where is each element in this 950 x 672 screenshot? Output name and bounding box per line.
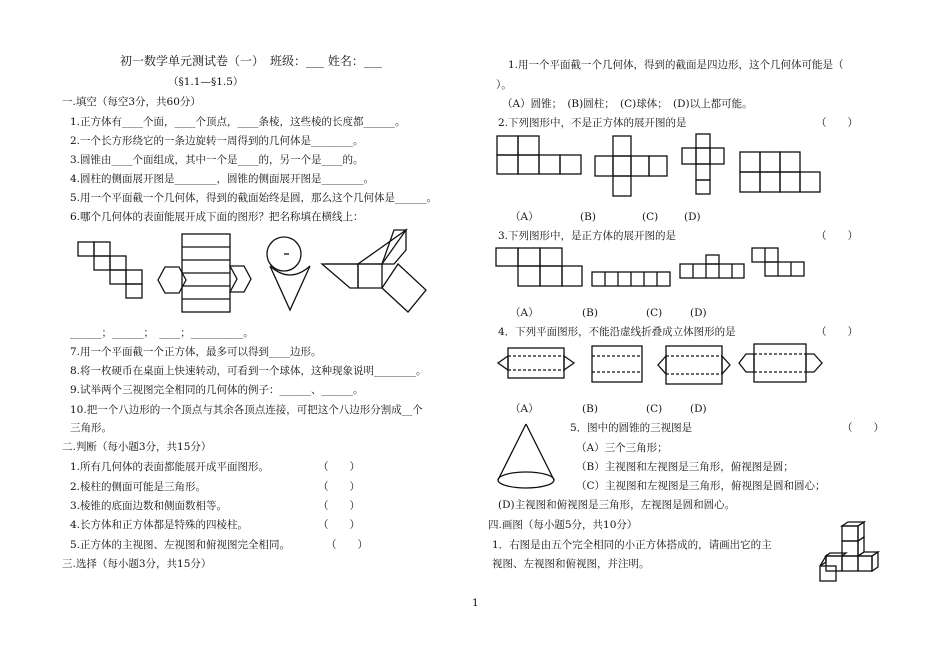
fill-q10-line1: 10.把一个八边形的一个顶点与其余各顶点连接，可把这个八边形分割成__个 xyxy=(70,404,423,416)
q2-label-a: （A） xyxy=(510,211,539,223)
q6-net-figure-1 xyxy=(76,238,148,302)
judge-q2: 2.棱柱的侧面可能是三角形。 xyxy=(70,481,207,493)
q3-label-a: （A） xyxy=(510,307,539,319)
q2-net-c xyxy=(680,132,730,198)
fill-q3: 3.圆锥由____个面组成，其中一个是____的，另一个是____的。 xyxy=(70,154,364,166)
choice-q3-paren: （ ） xyxy=(816,230,858,242)
q2-net-d xyxy=(738,150,824,196)
q6-cone-net xyxy=(262,234,318,314)
q3-label-b: (B) xyxy=(582,307,598,319)
judge-q5: 5.正方体的主视图、左视图和俯视图完全相同。 xyxy=(70,539,291,551)
choice-q5-paren: （ ） xyxy=(842,422,884,434)
draw-q1-line1: 1．右图是由五个完全相同的小正方体搭成的，请画出它的主 xyxy=(492,539,772,551)
fill-q8: 8.将一枚硬币在桌面上快速转动，可看到一个球体，这种现象说明________。 xyxy=(70,365,427,377)
fill-q7: 7.用一个平面截一个正方体，最多可以得到____边形。 xyxy=(70,346,322,358)
section3-heading: 三.选择（每小题3分，共15分） xyxy=(62,558,212,570)
q3-net-a xyxy=(494,246,586,290)
choice-q1-line1: 1.用一个平面截一个几何体，得到的截面是四边形，这个几何体可能是（ xyxy=(508,59,844,71)
fill-q4: 4.圆柱的侧面展开图是________，圆锥的侧面展开图是________。 xyxy=(70,173,375,185)
choice-q5: 5．图中的圆锥的三视图是 xyxy=(570,422,693,434)
choice-q2: 2.下列图形中，不是正方体的展开图的是 xyxy=(498,117,687,129)
fill-q10-line2: 三角形。 xyxy=(70,422,112,434)
fill-q6: 6.哪个几何体的表面能展开成下面的图形？把名称填在横线上： xyxy=(70,211,364,223)
q6-hexagonal-prism-net xyxy=(158,230,256,316)
q3-net-d xyxy=(750,246,806,280)
judge-q4: 4.长方体和正方体都是特殊的四棱柱。 xyxy=(70,519,249,531)
section2-heading: 二.判断（每小题3分，共15分） xyxy=(62,441,212,453)
q4-net-b xyxy=(588,340,648,390)
q2-label-c: (C) xyxy=(642,211,659,223)
q2-label-b: (B) xyxy=(580,211,596,223)
choice-q1-line2: ）。 xyxy=(496,79,512,91)
q2-label-d: (D) xyxy=(684,211,701,223)
judge-q2-paren: （ ） xyxy=(318,481,360,493)
q4-label-a: （A） xyxy=(510,403,539,415)
draw-q1-line2: 视图、左视图和俯视图，并注明。 xyxy=(492,558,650,570)
q2-net-b xyxy=(593,134,673,202)
q5-option-a: （A）三个三角形； xyxy=(576,442,668,454)
judge-q1: 1.所有几何体的表面都能展开成平面图形。 xyxy=(70,461,270,473)
exam-title: 初一数学单元测试卷（一） 班级：___ 姓名：___ xyxy=(120,54,382,68)
judge-q5-paren: （ ） xyxy=(326,539,368,551)
q4-label-c: (C) xyxy=(646,403,663,415)
choice-q4: 4．下列平面图形，不能沿虚线折叠成立体图形的是 xyxy=(498,326,736,338)
page-number: 1 xyxy=(472,597,479,609)
judge-q1-paren: （ ） xyxy=(318,461,360,473)
choice-q1-options: （A）圆锥； (B)圆柱； (C)球体； (D)以上都可能。 xyxy=(502,98,753,110)
judge-q3-paren: （ ） xyxy=(318,500,360,512)
q3-label-d: (D) xyxy=(690,307,707,319)
section1-heading: 一.填空（每空3分，共60分） xyxy=(62,96,201,108)
q4-net-a xyxy=(496,344,576,386)
q3-net-b xyxy=(590,270,672,290)
q3-net-c xyxy=(678,254,746,284)
q4-net-c xyxy=(656,338,732,392)
q6-prism-net xyxy=(322,228,436,314)
judge-q3: 3.棱锥的底面边数和侧面数相等。 xyxy=(70,500,228,512)
q5-option-b: （B）主视图和左视图是三角形，俯视图是圆； xyxy=(576,461,794,473)
q3-label-c: (C) xyxy=(646,307,663,319)
fill-q2: 2.一个长方形绕它的一条边旋转一周得到的几何体是________。 xyxy=(70,135,364,147)
stacked-cubes-figure xyxy=(818,522,880,588)
q5-cone-figure xyxy=(494,420,560,492)
fill-q6-blanks: ______；______； ____；__________。 xyxy=(70,327,254,339)
section4-heading: 四.画图（每小题5分，共10分） xyxy=(488,519,638,531)
choice-q3: 3.下列图形中，是正方体的展开图的是 xyxy=(498,230,677,242)
q5-option-c: （C）主视图和左视图是三角形，俯视图是圆和圆心； xyxy=(576,480,826,492)
q4-net-d xyxy=(736,340,826,388)
exam-scope: （§1.1—§1.5） xyxy=(168,76,244,88)
fill-q5: 5.用一个平面截一个几何体，得到的截面始终是圆，那么这个几何体是______。 xyxy=(70,192,438,204)
fill-q1: 1.正方体有____个面，____个顶点，____条棱，这些棱的长度都______。 xyxy=(70,116,406,128)
q4-label-b: (B) xyxy=(582,403,598,415)
q2-net-a xyxy=(495,134,585,194)
q5-option-d: (D)主视图和俯视图是三角形，左视图是圆和圆心。 xyxy=(498,499,736,511)
judge-q4-paren: （ ） xyxy=(318,519,360,531)
choice-q4-paren: （ ） xyxy=(816,326,858,338)
q4-label-d: (D) xyxy=(690,403,707,415)
choice-q2-paren: （ ） xyxy=(816,117,858,129)
fill-q9: 9.试举两个三视图完全相同的几何体的例子：______、______。 xyxy=(70,384,364,396)
